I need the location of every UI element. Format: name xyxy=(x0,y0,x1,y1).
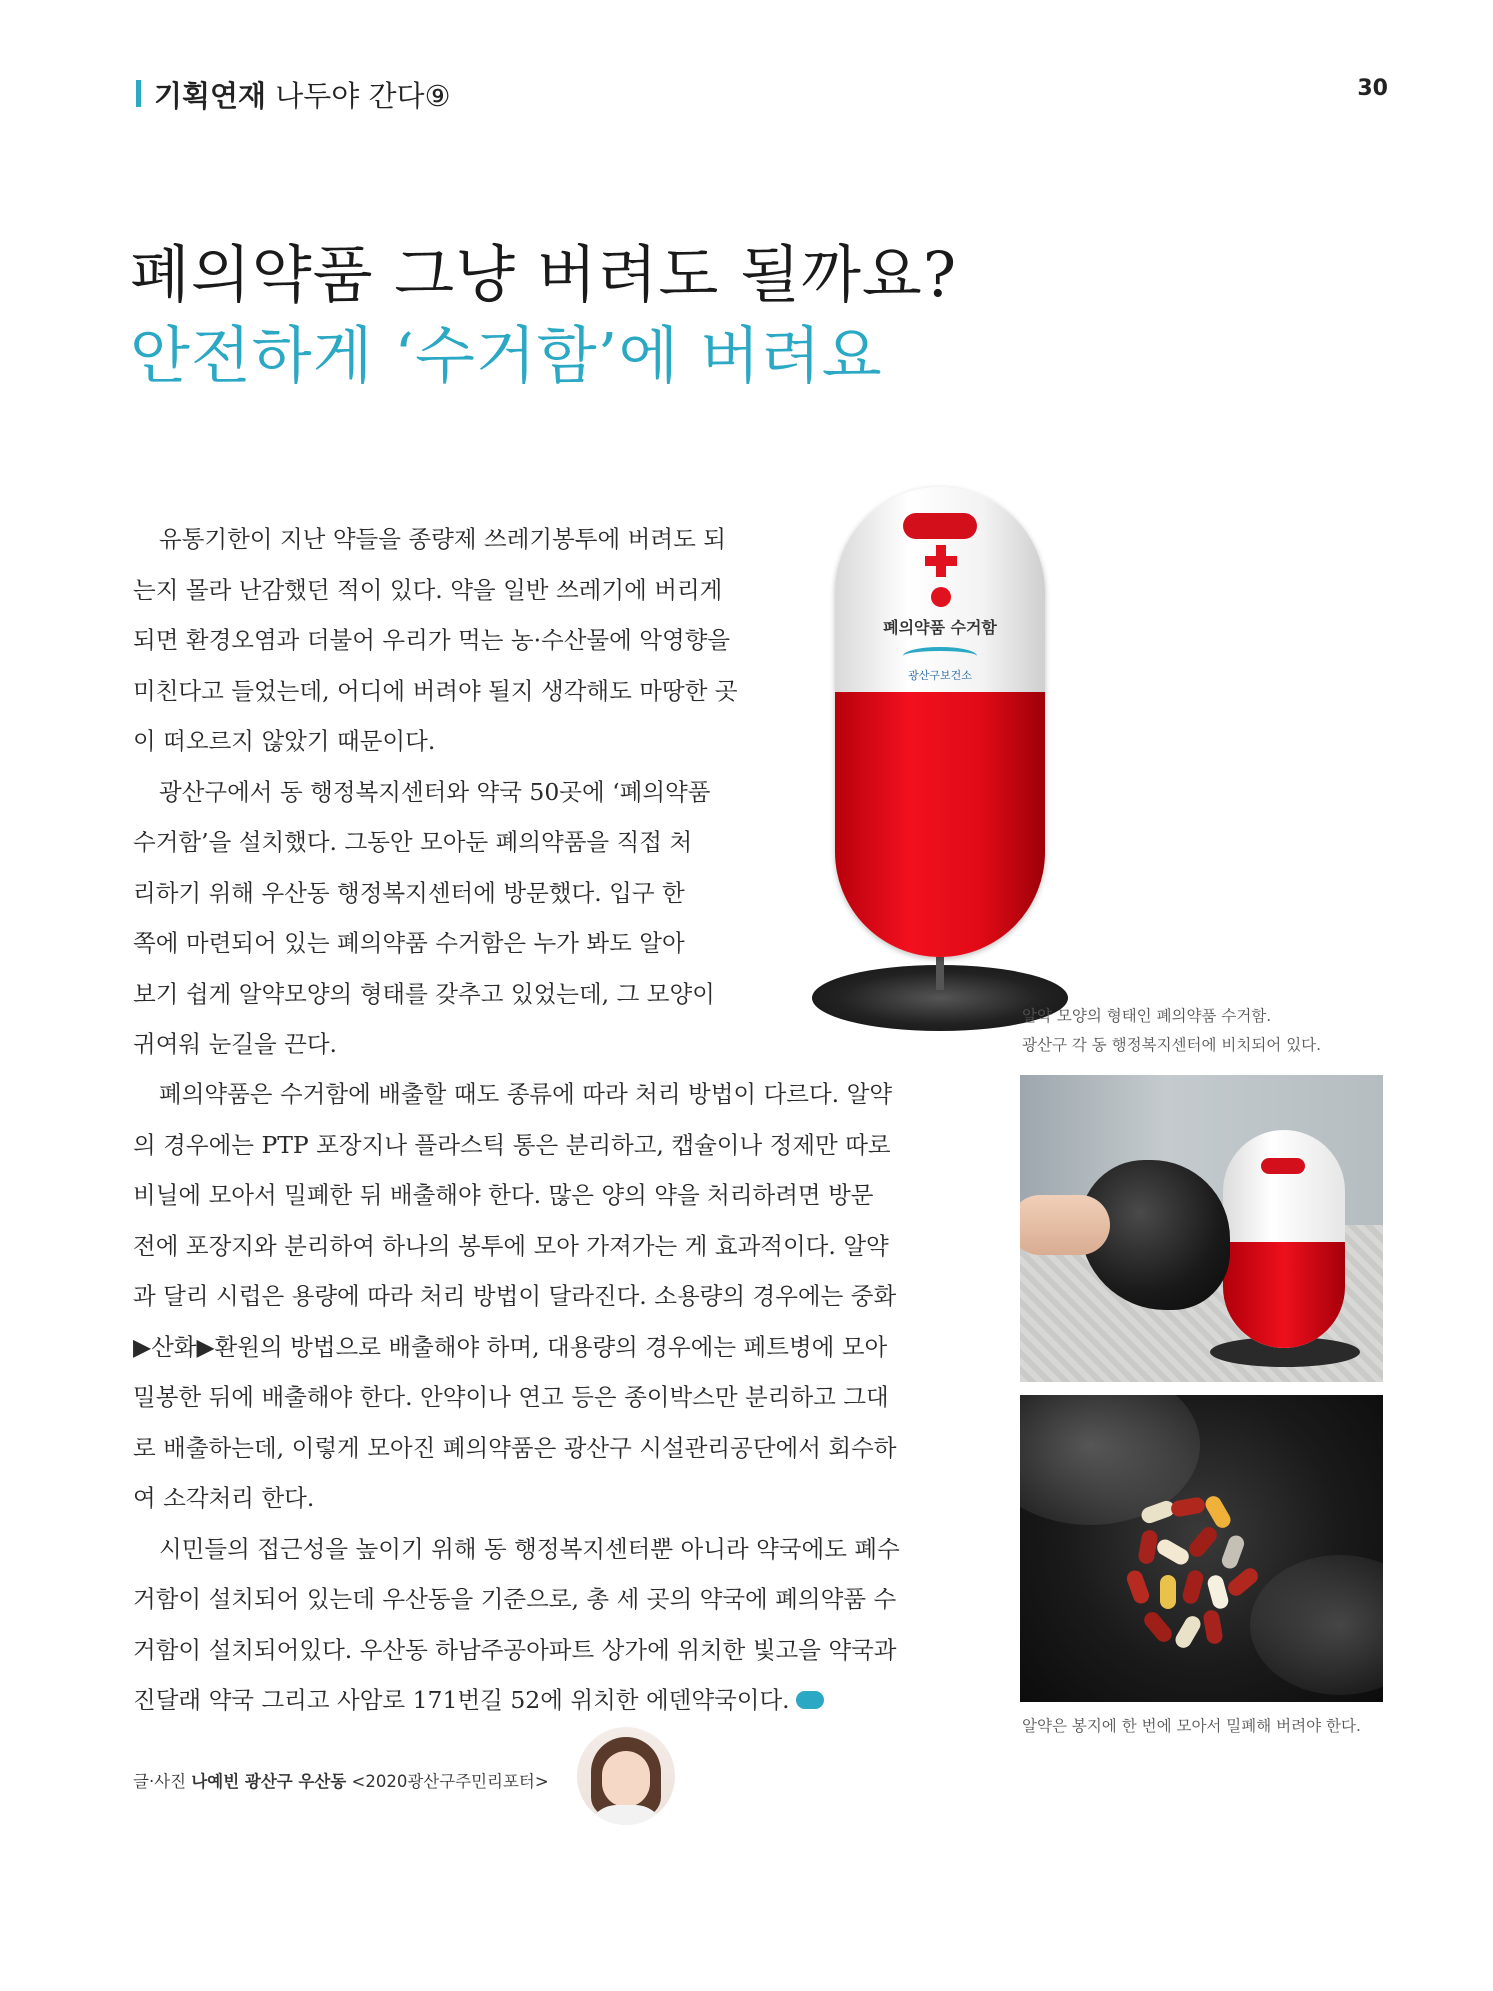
body-line-text: 진달래 약국 그리고 사암로 171번길 52에 위치한 에덴약국이다. xyxy=(133,1686,790,1714)
pill xyxy=(1203,1493,1234,1530)
red-cross-icon xyxy=(925,545,957,577)
body-line: 거함이 설치되어 있는데 우산동을 기준으로, 총 세 곳의 약국에 폐의약품 수 xyxy=(133,1585,897,1613)
body-line: 여 소각처리 한다. xyxy=(133,1484,315,1512)
capsule-red-half xyxy=(835,692,1045,957)
subheadline: 안전하게 ‘수거함’에 버려요 xyxy=(130,319,883,392)
headline: 폐의약품 그냥 버려도 될까요? xyxy=(130,238,958,311)
photo-pills-in-bag xyxy=(1020,1395,1383,1702)
author-avatar xyxy=(577,1727,675,1825)
byline-author: 나예빈 광산구 우산동 xyxy=(191,1772,347,1791)
body-line: 보기 쉽게 알약모양의 형태를 갖추고 있었는데, 그 모양이 xyxy=(133,979,715,1008)
photo1-capsule-red xyxy=(1223,1242,1345,1348)
byline xyxy=(133,1768,549,1792)
capsule-org-name: 광산구보건소 xyxy=(908,669,972,682)
reporter-badge-icon xyxy=(796,1691,824,1709)
byline-prefix: 글·사진 xyxy=(133,1772,187,1791)
section-title-bold: 기획연재 xyxy=(154,79,267,113)
photo1-caption xyxy=(1022,1002,1321,1060)
body-line: 쪽에 마련되어 있는 폐의약품 수거함은 누가 봐도 알아 xyxy=(133,929,685,957)
photo-bin-with-bag xyxy=(1020,1075,1383,1382)
body-line: 미친다고 들었는데, 어디에 버려야 될지 생각해도 마땅한 곳 xyxy=(133,676,738,705)
health-center-logo-icon xyxy=(903,647,977,665)
photo2-bag-sheen xyxy=(1250,1555,1383,1695)
photo2-caption: 알약은 봉지에 한 번에 모아서 밀폐해 버려야 한다. xyxy=(1022,1717,1361,1735)
body-line: 광산구에서 동 행정복지센터와 약국 50곳에 ‘폐의약품 xyxy=(159,777,711,806)
body-line: 시민들의 접근성을 높이기 위해 동 행정복지센터뿐 아니라 약국에도 폐수 xyxy=(159,1534,900,1563)
pill xyxy=(1170,1496,1206,1518)
capsule-slot xyxy=(903,513,977,539)
pill xyxy=(1137,1529,1159,1565)
caption-line: 알약 모양의 형태인 폐의약품 수거함. xyxy=(1022,1007,1272,1025)
pill xyxy=(1225,1565,1261,1599)
capsule-bin-illustration xyxy=(835,487,1045,957)
capsule-label: 폐의약품 수거함 xyxy=(883,618,997,637)
body-line: 유통기한이 지난 약들을 종량제 쓰레기봉투에 버려도 되 xyxy=(159,525,726,553)
body-line: 되면 환경오염과 더불어 우리가 먹는 농·수산물에 악영향을 xyxy=(133,626,731,654)
body-line: 거함이 설치되어있다. 우산동 하남주공아파트 상가에 위치한 빛고을 약국과 xyxy=(133,1635,897,1664)
page-number: 30 xyxy=(1357,76,1388,101)
body-line: 수거함’을 설치했다. 그동안 모아둔 폐의약품을 직접 처 xyxy=(133,828,693,856)
pill xyxy=(1220,1533,1247,1570)
pill xyxy=(1173,1613,1204,1650)
body-line: 폐의약품은 수거함에 배출할 때도 종류에 따라 처리 방법이 다르다. 알약 xyxy=(159,1080,893,1108)
body-narrow-column xyxy=(133,514,785,1070)
pill xyxy=(1160,1575,1176,1609)
body-line: 과 달리 시럽은 용량에 따라 처리 방법이 달라진다. 소용량의 경우에는 중화 xyxy=(133,1282,897,1310)
body-line: 로 배출하는데, 이렇게 모아진 폐의약품은 광산구 시설관리공단에서 회수하 xyxy=(133,1433,897,1462)
body-line: 의 경우에는 PTP 포장지나 플라스틱 통은 분리하고, 캡슐이나 정제만 따로 xyxy=(133,1130,891,1159)
avatar-face xyxy=(602,1751,650,1807)
pill xyxy=(1206,1574,1230,1611)
pill xyxy=(1181,1569,1205,1606)
section-title-light: 나두야 간다⑨ xyxy=(275,79,451,113)
photo1-capsule-slot xyxy=(1261,1158,1305,1174)
caption-line: 광산구 각 동 행정복지센터에 비치되어 있다. xyxy=(1022,1036,1322,1054)
pill xyxy=(1154,1537,1191,1568)
body-line: 전에 포장지와 분리하여 하나의 봉투에 모아 가져가는 게 효과적이다. 알약 xyxy=(133,1231,889,1260)
pill xyxy=(1186,1524,1220,1560)
body-line: 이 떠오르지 않았기 때문이다. xyxy=(133,727,436,755)
body-line: 비닐에 모아서 밀폐한 뒤 배출해야 한다. 많은 양의 약을 처리하려면 방문 xyxy=(133,1181,874,1209)
section-title xyxy=(154,74,451,115)
body-line: 리하기 위해 우산동 행정복지센터에 방문했다. 입구 한 xyxy=(133,878,685,907)
pill xyxy=(1202,1609,1224,1645)
section-accent-bar xyxy=(136,80,141,107)
pill xyxy=(1125,1568,1152,1605)
byline-role: <2020광산구주민리포터> xyxy=(351,1772,549,1791)
photo1-hand xyxy=(1020,1195,1110,1255)
body-line: 귀여워 눈길을 끈다. xyxy=(133,1030,338,1058)
body-line-last xyxy=(133,1675,953,1726)
body-line: 밀봉한 뒤에 배출해야 한다. 안약이나 연고 등은 종이박스만 분리하고 그대 xyxy=(133,1383,889,1411)
pill xyxy=(1141,1609,1175,1645)
body-line: ▶산화▶환원의 방법으로 배출해야 하며, 대용량의 경우에는 페트병에 모아 xyxy=(133,1332,888,1361)
body-line: 는지 몰라 난감했던 적이 있다. 약을 일반 쓰레기에 버리게 xyxy=(133,575,723,604)
body-wide-column xyxy=(133,1069,953,1726)
capsule-dot xyxy=(931,587,951,607)
photo1-capsule-bin xyxy=(1223,1130,1345,1348)
